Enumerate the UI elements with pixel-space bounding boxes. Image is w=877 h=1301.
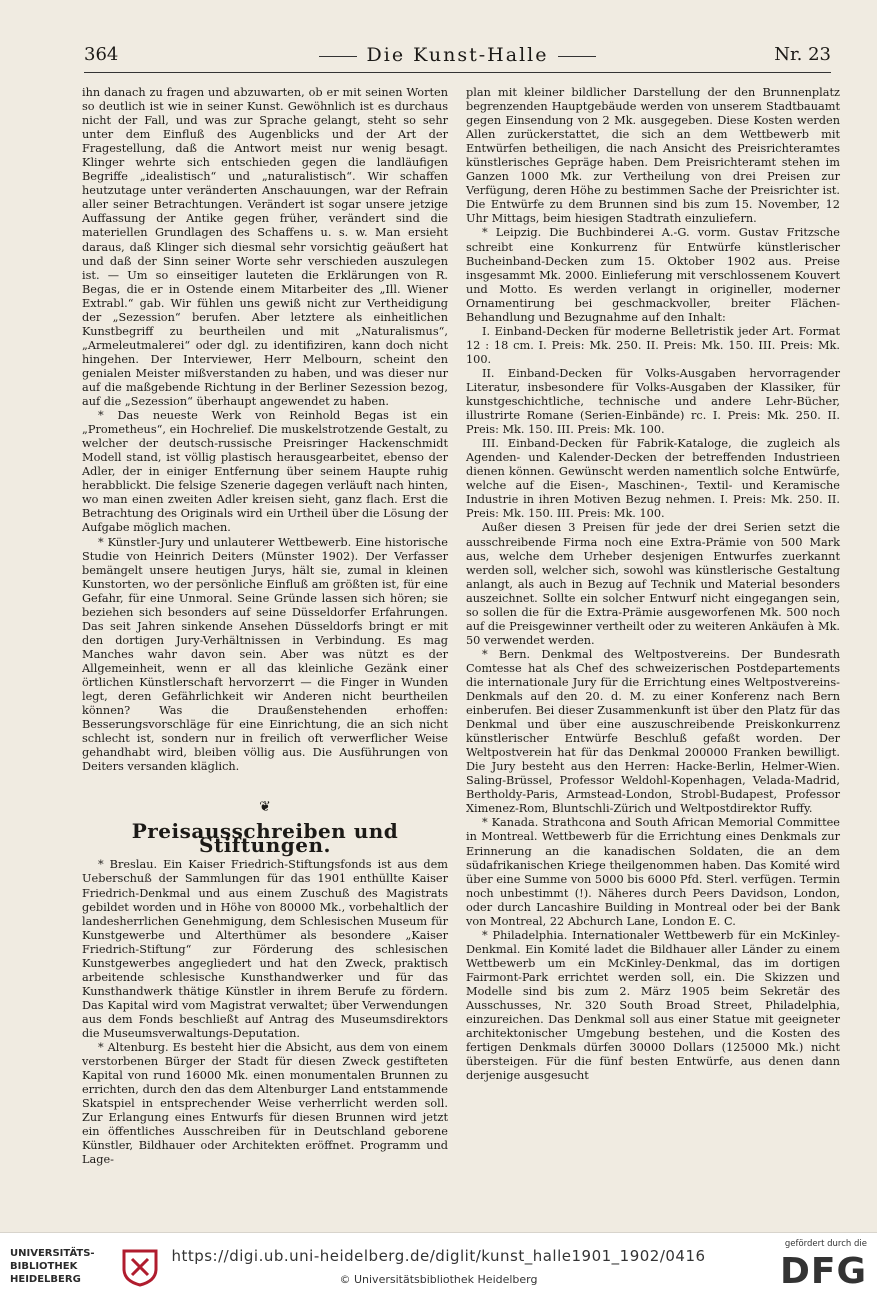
list-item: I. Einband-Decken für moderne Belletristik jeder Art. Format 12 : 18 cm. I. Preis: Mk. 250. II. Preis: Mk. 150. III. Preis: Mk. 100. [466,324,840,366]
ornament-left-icon [319,56,357,57]
issue-number: Nr. 23 [774,44,831,65]
paragraph: * Philadelphia. Internationaler Wettbewerb für ein McKinley-Denkmal. Ein Komité ladet die Bildhauer aller Länder zu einem Wettbewerb um ein McKinley-Denkmal, das im dortigen Fairmont-Park errichtet werden soll, ein. Die Skizzen und Modelle sind bis zum 2. März 1905 beim Sekretär des Ausschusses, Nr. 320 South Broad Street, Philadelphia, einzureichen. Das Denkmal soll aus einer Statue mit geeigneter architektonischer Umgebung bestehen, und die Kosten des fertigen Denkmals dürfen 30000 Dollars (125000 Mk.) nicht übersteigen. Für die fünf besten Entwürfe, aus denen dann derjenige ausgesucht [466,928,840,1083]
viewer-footer [0,1232,877,1301]
paragraph: * Breslau. Ein Kaiser Friedrich-Stiftungsfonds ist aus dem Ueberschuß der Sammlungen für das 1901 enthüllte Kaiser Friedrich-Denkmal und aus einem Zuschuß des Magistrats gebildet worden und in Höhe von 80000 Mk., vorbehaltlich der landesherrlichen Genehmigung, dem Schlesischen Museum für Kunstgewerbe und Alterthümer als besondere „Kaiser Friedrich-Stiftung“ zur Förderung des schlesischen Kunstgewerbes angegliedert und hat den Zweck, praktisch arbeitende schlesische Kunsthandwerker und für das Kunsthandwerk thätige Künstler in ihrem Berufe zu fördern. Das Kapital wird vom Magistrat verwaltet; über Verwendungen aus dem Fonds beschließt auf Antrag des Museumsdirektors die Museumsverwaltungs-Deputation. [82,858,448,1040]
paragraph: * Das neueste Werk von Reinhold Begas ist ein „Prometheus“, ein Hochrelief. Die muskelstrotzende Gestalt, zu welcher der deutsch-russische Preisringer Hackenschmidt Modell stand, ist völlig plastisch herausgearbeitet, ebenso der Adler, der in einiger Entfernung über seinem Haupte ruhig herabblickt. Die felsige Szenerie dagegen verläuft nach hinten, wo man einen zweiten Adler kreisen sieht, ganz flach. Erst die Betrachtung des Originals wird ein Urtheil über die Lösung der Aufgabe möglich machen. [82,409,448,535]
list-item: III. Einband-Decken für Fabrik-Kataloge, die zugleich als Agenden- und Kalender-Decken der betreffenden Industrieen dienen können. Gewünscht werden namentlich solche Entwürfe, welche auf die Eisen-, Maschinen-, Textil- und Keramische Industrie in ihren Motiven Bezug nehmen. I. Preis: Mk. 250. II. Preis: Mk. 150. III. Preis: Mk. 100. [466,437,840,521]
section-separator-icon: ❦ [259,799,271,816]
paragraph: ihn danach zu fragen und abzuwarten, ob er mit seinen Worten so deutlich ist wie in seiner Kunst. Gewöhnlich ist es durchaus nicht der Fall, und was zur Sprache gelangt, steht so sehr unter dem Einfluß des Augenblicks und der Art der Fragestellung, daß die Antwort meist nur wenig besagt. Klinger wehrte sich entschieden gegen die landläufigen Begriffe „idealistisch“ und „naturalistisch“. Wir schaffen heutzutage unter veränderten Anschauungen, war der Refrain aller seiner Betrachtungen. Verändert ist sogar unsere jetzige Auffassung der Antike gegen früher, verändert sind die materiellen Grundlagen des Schaffens u. s. w. Man ersieht daraus, daß Klinger sich diesmal sehr vorsichtig geäußert hat und daß der Sinn seiner Worte sehr verschieden auszulegen ist. — Um so einseitiger lauteten die Erklärungen von R. Begas, die er in Ostende einem Mitarbeiter des „Ill. Wiener Extrabl.“ gab. Wir fühlen uns gewiß nicht zur Vertheidigung der „Sezession“ berufen. Aber letztere als einheitlichen Kunstbegriff zu beurtheilen und mit „Naturalismus“, „Armeleutmalerei“ oder dgl. zu identifiziren, kann doch nicht hingehen. Der Interviewer, Herr Melbourn, scheint den genialen Meister mißverstanden zu haben, und was dieser nur auf die maßgebende Richtung in der Berliner Sezession bezog, auf die „Sezession“ überhaupt angewendet zu haben. [82,86,448,409]
paragraph: * Künstler-Jury und unlauterer Wettbewerb. Eine historische Studie von Heinrich Deiters (Münster 1902). Der Verfasser bemängelt unsere heutigen Jurys, hält sie, zumal in kleinen Kunstorten, wo der persönliche Einfluß am größten ist, für eine Gefahr, für eine Unmoral. Seine Gründe lassen sich hören; sie beziehen sich besonders auf seine Düsseldorfer Erfahrungen. Das seit Jahren sinkende Ansehen Düsseldorfs bringt er mit den dortigen Jury-Verhältnissen in Verbindung. Es mag Manches wahr davon sein. Aber was nützt es der Allgemeinheit, wenn er all das kleinliche Gezänk einer örtlichen Künstlerschaft hervorzerrt — die Finger in Wunden legt, deren Gefährlichkeit wir Anderen nicht beurtheilen können? Was die Draußenstehenden erhoffen: Besserungsvorschläge für eine Einrichtung, die an sich nicht schlecht ist, sondern nur in freilich oft verwerflicher Weise gehandhabt wird, bleiben völlig aus. Die Ausführungen von Deiters versanden kläglich. [82,535,448,774]
paragraph: * Kanada. Strathcona and South African Memorial Committee in Montreal. Wettbewerb für die Errichtung eines Denkmals zur Erinnerung an die kanadischen Soldaten, die an dem südafrikanischen Kriege theilgenommen haben. Das Komité wird über eine Summe von 5000 bis 6000 Pfd. Sterl. verfügen. Termin noch unbestimmt (!). Näheres durch Peers Davidson, London, oder durch Lancashire Building in Montreal oder bei der Bank von Montreal, 22 Abchurch Lane, London E. C. [466,816,840,928]
page-number: 364 [84,44,119,65]
page-header [84,44,831,68]
copyright-notice: © Universitätsbibliothek Heidelberg [339,1273,538,1286]
list-item: II. Einband-Decken für Volks-Ausgaben hervorragender Literatur, insbesondere für Volks-Ausgaben der Klassiker, für kunstgeschichtliche, technische und andere Lehr-Bücher, illustrirte Romane (Serien-Einbände) rc. I. Preis: Mk. 250. II. Preis: Mk. 150. III. Preis: Mk. 100. [466,366,840,437]
header-rule [84,72,831,73]
funder-label: gefördert durch die [784,1239,867,1249]
paragraph: * Leipzig. Die Buchbinderei A.-G. vorm. Gustav Fritzsche schreibt eine Konkurrenz für Entwürfe künstlerischer Bucheinband-Decken zum 15. Oktober 1902 aus. Preise insgesammt Mk. 2000. Einlieferung mit verschlossenem Kouvert und Motto. Es werden verlangt in origineller, moderner Ornamentirung bei geschmackvoller, breiter Flächen-Behandlung und Bezugnahme auf den Inhalt: [466,226,840,324]
prize-list [466,325,840,522]
running-title-wrap [84,44,831,66]
library-name: UNIVERSITÄTS- BIBLIOTHEK HEIDELBERG [10,1248,95,1285]
paragraph: * Altenburg. Es besteht hier die Absicht, aus dem von einem verstorbenen Bürger der Stadt für diesen Zweck gestifteten Kapital von rund 16000 Mk. einen monumentalen Brunnen zu errichten, durch den das dem Altenburger Land entstammende Skatspiel in entsprechender Weise verherrlicht werden soll. Zur Erlangung eines Entwurfs für diesen Brunnen wird jetzt ein öffentliches Ausschreiben für in Deutschland geborene Künstler, Bildhauer oder Architekten eröffnet. Programm und Lage- [82,1041,448,1167]
dfg-logo[interactable] [747,1239,867,1295]
right-column [466,86,840,1083]
permalink-url[interactable]: https://digi.ub.uni-heidelberg.de/diglit/kunst_halle1901_1902/0416 [171,1247,706,1265]
paragraph: plan mit kleiner bildlicher Darstellung der den Brunnenplatz begrenzenden Hauptgebäude werden von unserem Stadtbauamt gegen Einsendung von 2 Mk. ausgegeben. Diese Kosten werden Allen zurückerstattet, die sich an dem Wettbewerb mit Entwürfen betheiligen, die nach Ansicht des Preisrichteramtes künstlerisches Gepräge haben. Dem Preisrichteramt stehen im Ganzen 1000 Mk. zur Vertheilung von drei Preisen zur Verfügung, deren Höhe zu bestimmen Sache der Preisrichter ist. Die Entwürfe zu dem Brunnen sind bis zum 15. November, 12 Uhr Mittags, beim hiesigen Stadtrath einzuliefern. [466,86,840,226]
section-heading: Preisausschreiben und Stiftungen. [131,819,399,858]
paragraph: Außer diesen 3 Preisen für jede der drei Serien setzt die ausschreibende Firma noch eine Extra-Prämie von 500 Mark aus, welche dem Urheber desjenigen Entwurfes zuerkannt werden soll, welcher sich, sowohl was künstlerische Gestaltung anlangt, als auch in Bezug auf Technik und Material besonders auszeichnet. Sollte ein solcher Entwurf nicht eingegangen sein, so sollen die für die Extra-Prämie ausgeworfenen Mk. 500 noch auf die Preisgewinner vertheilt oder zu weiteren Ankäufen à Mk. 50 verwendet werden. [466,521,840,647]
left-column [82,86,448,1167]
running-title: Die Kunst-Halle [366,44,549,66]
dfg-logo-mark: DFG [779,1251,867,1292]
paragraph: * Bern. Denkmal des Weltpostvereins. Der Bundesrath Comtesse hat als Chef des schweizerischen Postdepartements die internationale Jury für die Errichtung eines Weltpostvereins-Denkmals auf den 20. d. M. zu einer Konferenz nach Bern einberufen. Bei dieser Zusammenkunft ist über den Platz für das Denkmal und über eine auszuschreibende Preiskonkurrenz künstlerischer Entwürfe Beschluß gefaßt worden. Der Weltpostverein hat für das Denkmal 200000 Franken bewilligt. Die Jury besteht aus den Herren: Hacke-Berlin, Helmer-Wien. Saling-Brüssel, Professor Weldohl-Kopenhagen, Velada-Madrid, Bertholdy-Paris, Armstead-London, Strobl-Budapest, Professor Ximenez-Rom, Bluntschli-Zürich und Weltpostdirektor Ruffy. [466,647,840,816]
ornament-right-icon [558,56,596,57]
